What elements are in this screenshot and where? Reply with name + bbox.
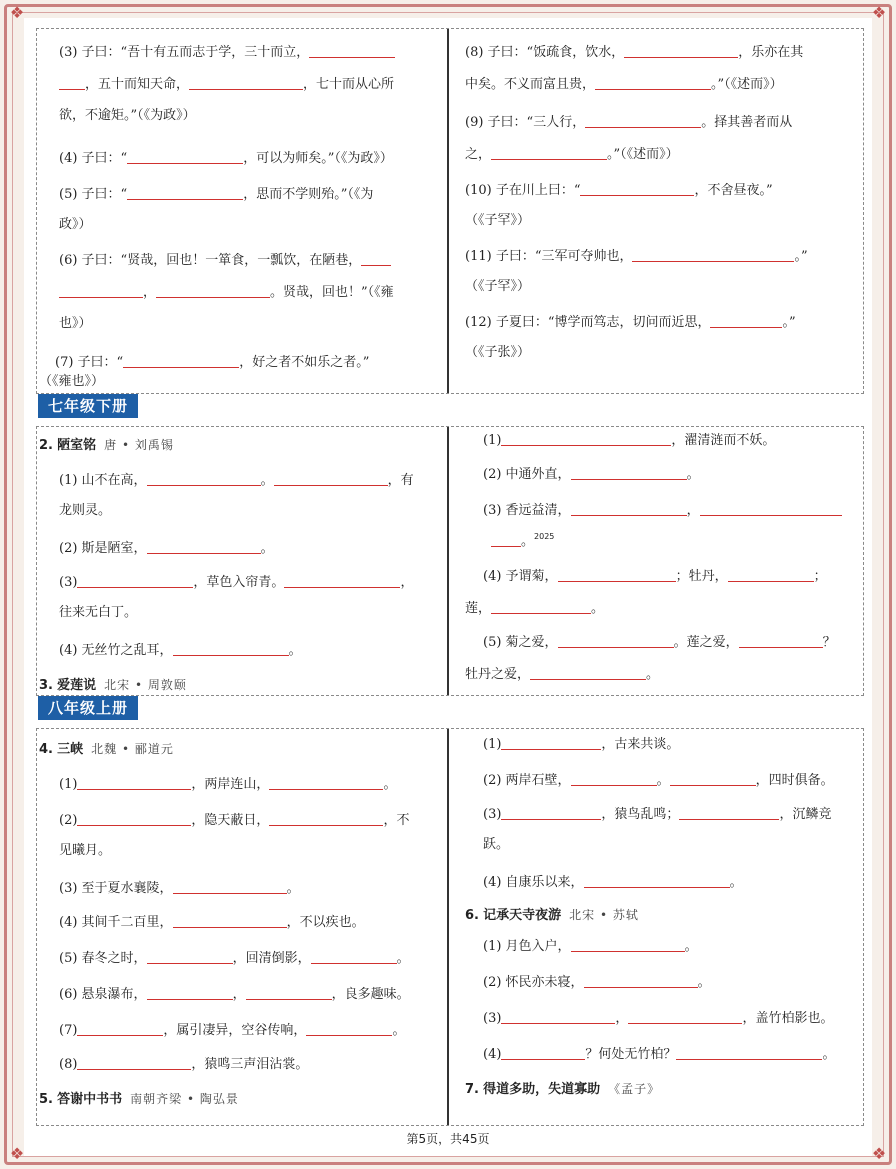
grade-banner-8a: 八年级上册: [38, 696, 138, 720]
line: （《子张》）: [465, 345, 531, 360]
line: (3) ，草色入帘青。 ，: [59, 575, 414, 590]
line: (9) 子曰：“三人行， 。择其善者而从: [465, 115, 793, 130]
section-title: 4. 三峡 北魏 • 郦道元: [39, 742, 174, 757]
fill-blank[interactable]: [571, 465, 687, 480]
fill-blank[interactable]: [147, 539, 261, 554]
line: 莲， 。: [465, 601, 605, 616]
line: 跃。: [483, 837, 510, 852]
fill-blank[interactable]: [670, 771, 756, 786]
page-footer: 第5页，共45页: [406, 1132, 490, 1146]
line: (2) ，隐天蔽日， ，不: [59, 813, 410, 828]
fill-blank[interactable]: [156, 283, 270, 298]
fill-blank[interactable]: [246, 985, 332, 1000]
fill-blank[interactable]: [147, 985, 233, 1000]
fill-blank[interactable]: [173, 913, 287, 928]
line: （《子罕》）: [465, 213, 531, 228]
line: ， 。贤哉，回也！”（《雍: [59, 283, 394, 301]
line: 也》）: [59, 316, 92, 331]
corner-ornament-icon: ❖: [871, 1144, 887, 1163]
line: (10) 子在川上曰：“ ，不舍昼夜。”: [465, 183, 773, 198]
fill-blank[interactable]: [59, 283, 143, 298]
section-title: 5. 答谢中书书 南朝齐梁 • 陶弘景: [39, 1092, 239, 1107]
line: (6) 子曰：“贤哉，回也！一箪食，一瓢饮，在陋巷，: [59, 251, 391, 269]
fill-blank[interactable]: [710, 313, 782, 328]
line: 政》）: [59, 217, 92, 232]
fill-blank[interactable]: [123, 353, 239, 368]
fill-blank[interactable]: [173, 879, 287, 894]
line: 龙则灵。: [59, 503, 112, 518]
fill-blank[interactable]: [558, 633, 674, 648]
line: (1) ，濯清涟而不妖。: [483, 433, 776, 448]
fill-blank[interactable]: [501, 735, 601, 750]
line: (4) 自康乐以来， 。: [483, 875, 743, 890]
line: (3) 至于夏水襄陵， 。: [59, 881, 300, 896]
grade-banner-7b: 七年级下册: [38, 394, 138, 418]
line: (1) ，两岸连山， 。: [59, 777, 397, 792]
fill-blank[interactable]: [309, 43, 395, 58]
fill-blank[interactable]: [628, 1009, 742, 1024]
fill-blank[interactable]: [77, 1055, 191, 1070]
section-analects-box: [36, 28, 864, 394]
line: 见曦月。: [59, 843, 112, 858]
fill-blank[interactable]: [679, 805, 779, 820]
line: (8) 子曰：“饭疏食，饮水， ，乐亦在其: [465, 45, 804, 60]
line: 之， 。”（《述而》）: [465, 147, 679, 162]
line: ，五十而知天命， ，七十而从心所: [59, 75, 394, 93]
line: (1) 山不在高， 。 ，有: [59, 473, 414, 488]
fill-blank[interactable]: [584, 973, 698, 988]
corner-ornament-icon: ❖: [9, 1144, 25, 1163]
section-grade7b-box: [36, 426, 864, 696]
line: （《子罕》）: [465, 279, 531, 294]
line: (8) ，猿鸣三声泪沾裳。: [59, 1057, 309, 1072]
line: (4) ？何处无竹柏？ 。: [483, 1047, 836, 1062]
line: (2) 斯是陋室， 。: [59, 541, 274, 556]
line: (4) 无丝竹之乱耳， 。: [59, 643, 302, 658]
fill-blank[interactable]: [269, 811, 383, 826]
line: (5) 菊之爱， 。莲之爱， ？: [483, 635, 836, 650]
section-title: 3. 爱莲说 北宋 • 周敦颐: [39, 678, 187, 693]
fill-blank[interactable]: [501, 431, 671, 446]
line: （《雍也》）: [39, 374, 105, 389]
line: (2) 两岸石壁， 。 ，四时俱备。: [483, 773, 834, 788]
fill-blank[interactable]: [127, 149, 243, 164]
left-column: [37, 29, 447, 393]
fill-blank[interactable]: [580, 181, 694, 196]
fill-blank[interactable]: [147, 471, 261, 486]
fill-blank[interactable]: [269, 775, 383, 790]
fill-blank[interactable]: [77, 1021, 163, 1036]
fill-blank[interactable]: [558, 567, 676, 582]
fill-blank[interactable]: [571, 501, 687, 516]
fill-blank[interactable]: [571, 937, 685, 952]
fill-blank[interactable]: [584, 873, 730, 888]
fill-blank[interactable]: [624, 43, 738, 58]
line: (7) 子曰：“ ，好之者不如乐之者。”: [55, 355, 370, 370]
fill-blank[interactable]: [595, 75, 711, 90]
line: (2) 中通外直， 。: [483, 467, 700, 482]
line: 。$^{2025}$: [491, 529, 554, 550]
left-column: [37, 729, 447, 1125]
line: (6) 悬泉瀑布， ， ，良多趣味。: [59, 987, 410, 1002]
fill-blank[interactable]: [530, 665, 646, 680]
fill-blank[interactable]: [571, 771, 657, 786]
fill-blank[interactable]: [501, 1009, 615, 1024]
fill-blank[interactable]: [700, 501, 842, 516]
section-title: 2. 陋室铭 唐 • 刘禹锡: [39, 438, 174, 453]
right-column: [449, 29, 863, 393]
line: (1) ，古来共谈。: [483, 737, 680, 752]
section-title: 6. 记承天寺夜游 北宋 • 苏轼: [465, 908, 639, 923]
fill-blank[interactable]: [77, 573, 193, 588]
fill-blank[interactable]: [739, 633, 823, 648]
fill-blank[interactable]: [632, 247, 794, 262]
line: (3) ，猿鸟乱鸣； ，沉鳞竞: [483, 807, 832, 822]
worksheet-page: [24, 18, 872, 1156]
line: (12) 子夏曰：“博学而笃志，切问而近思， 。”: [465, 315, 796, 330]
line: (7) ，属引凄异，空谷传响， 。: [59, 1023, 406, 1038]
watermark-year: 2025: [534, 532, 555, 541]
fill-blank[interactable]: [501, 1045, 585, 1060]
line: (4) 其间千二百里， ，不以疾也。: [59, 915, 365, 930]
fill-blank[interactable]: [311, 949, 397, 964]
fill-blank[interactable]: [274, 471, 388, 486]
fill-blank[interactable]: [728, 567, 814, 582]
line: (3) 香远益清， ，: [483, 501, 842, 519]
line: (2) 怀民亦未寝， 。: [483, 975, 711, 990]
line: (4) 予谓菊， ；牡丹， ；: [483, 569, 827, 584]
line: (5) 春冬之时， ，回清倒影， 。: [59, 951, 410, 966]
corner-ornament-icon: ❖: [871, 3, 887, 22]
line: 往来无白丁。: [59, 605, 138, 620]
fill-blank[interactable]: [585, 113, 701, 128]
corner-ornament-icon: ❖: [9, 3, 25, 22]
line: (4) 子曰：“ ，可以为师矣。”（《为政》）: [59, 151, 393, 166]
fill-blank[interactable]: [173, 641, 289, 656]
fill-blank[interactable]: [59, 75, 85, 90]
line: (3) 子曰：“吾十有五而志于学，三十而立，: [59, 43, 395, 61]
fill-blank[interactable]: [501, 805, 601, 820]
line: (1) 月色入户， 。: [483, 939, 698, 954]
line: (5) 子曰：“ ，思而不学则殆。”（《为: [59, 187, 374, 202]
fill-blank[interactable]: [147, 949, 233, 964]
fill-blank[interactable]: [189, 75, 303, 90]
right-column: [449, 427, 863, 695]
section-grade8a-box: [36, 728, 864, 1126]
fill-blank[interactable]: [491, 599, 591, 614]
fill-blank[interactable]: [676, 1045, 822, 1060]
fill-blank[interactable]: [491, 532, 521, 547]
left-column: [37, 427, 447, 695]
fill-blank[interactable]: [77, 811, 191, 826]
line: (11) 子曰：“三军可夺帅也， 。”: [465, 249, 808, 264]
right-column: [449, 729, 863, 1125]
fill-blank[interactable]: [306, 1021, 392, 1036]
fill-blank[interactable]: [491, 145, 607, 160]
line: 牡丹之爱， 。: [465, 667, 660, 682]
section-title: 7. 得道多助，失道寡助 《孟子》: [465, 1082, 661, 1097]
line: 欲，不逾矩。”（《为政》）: [59, 108, 196, 123]
fill-blank[interactable]: [284, 573, 400, 588]
fill-blank[interactable]: [361, 251, 391, 266]
fill-blank[interactable]: [77, 775, 191, 790]
fill-blank[interactable]: [127, 185, 243, 200]
line: 中矣。不义而富且贵， 。”（《述而》）: [465, 77, 783, 92]
line: (3) ， ，盖竹柏影也。: [483, 1011, 834, 1026]
